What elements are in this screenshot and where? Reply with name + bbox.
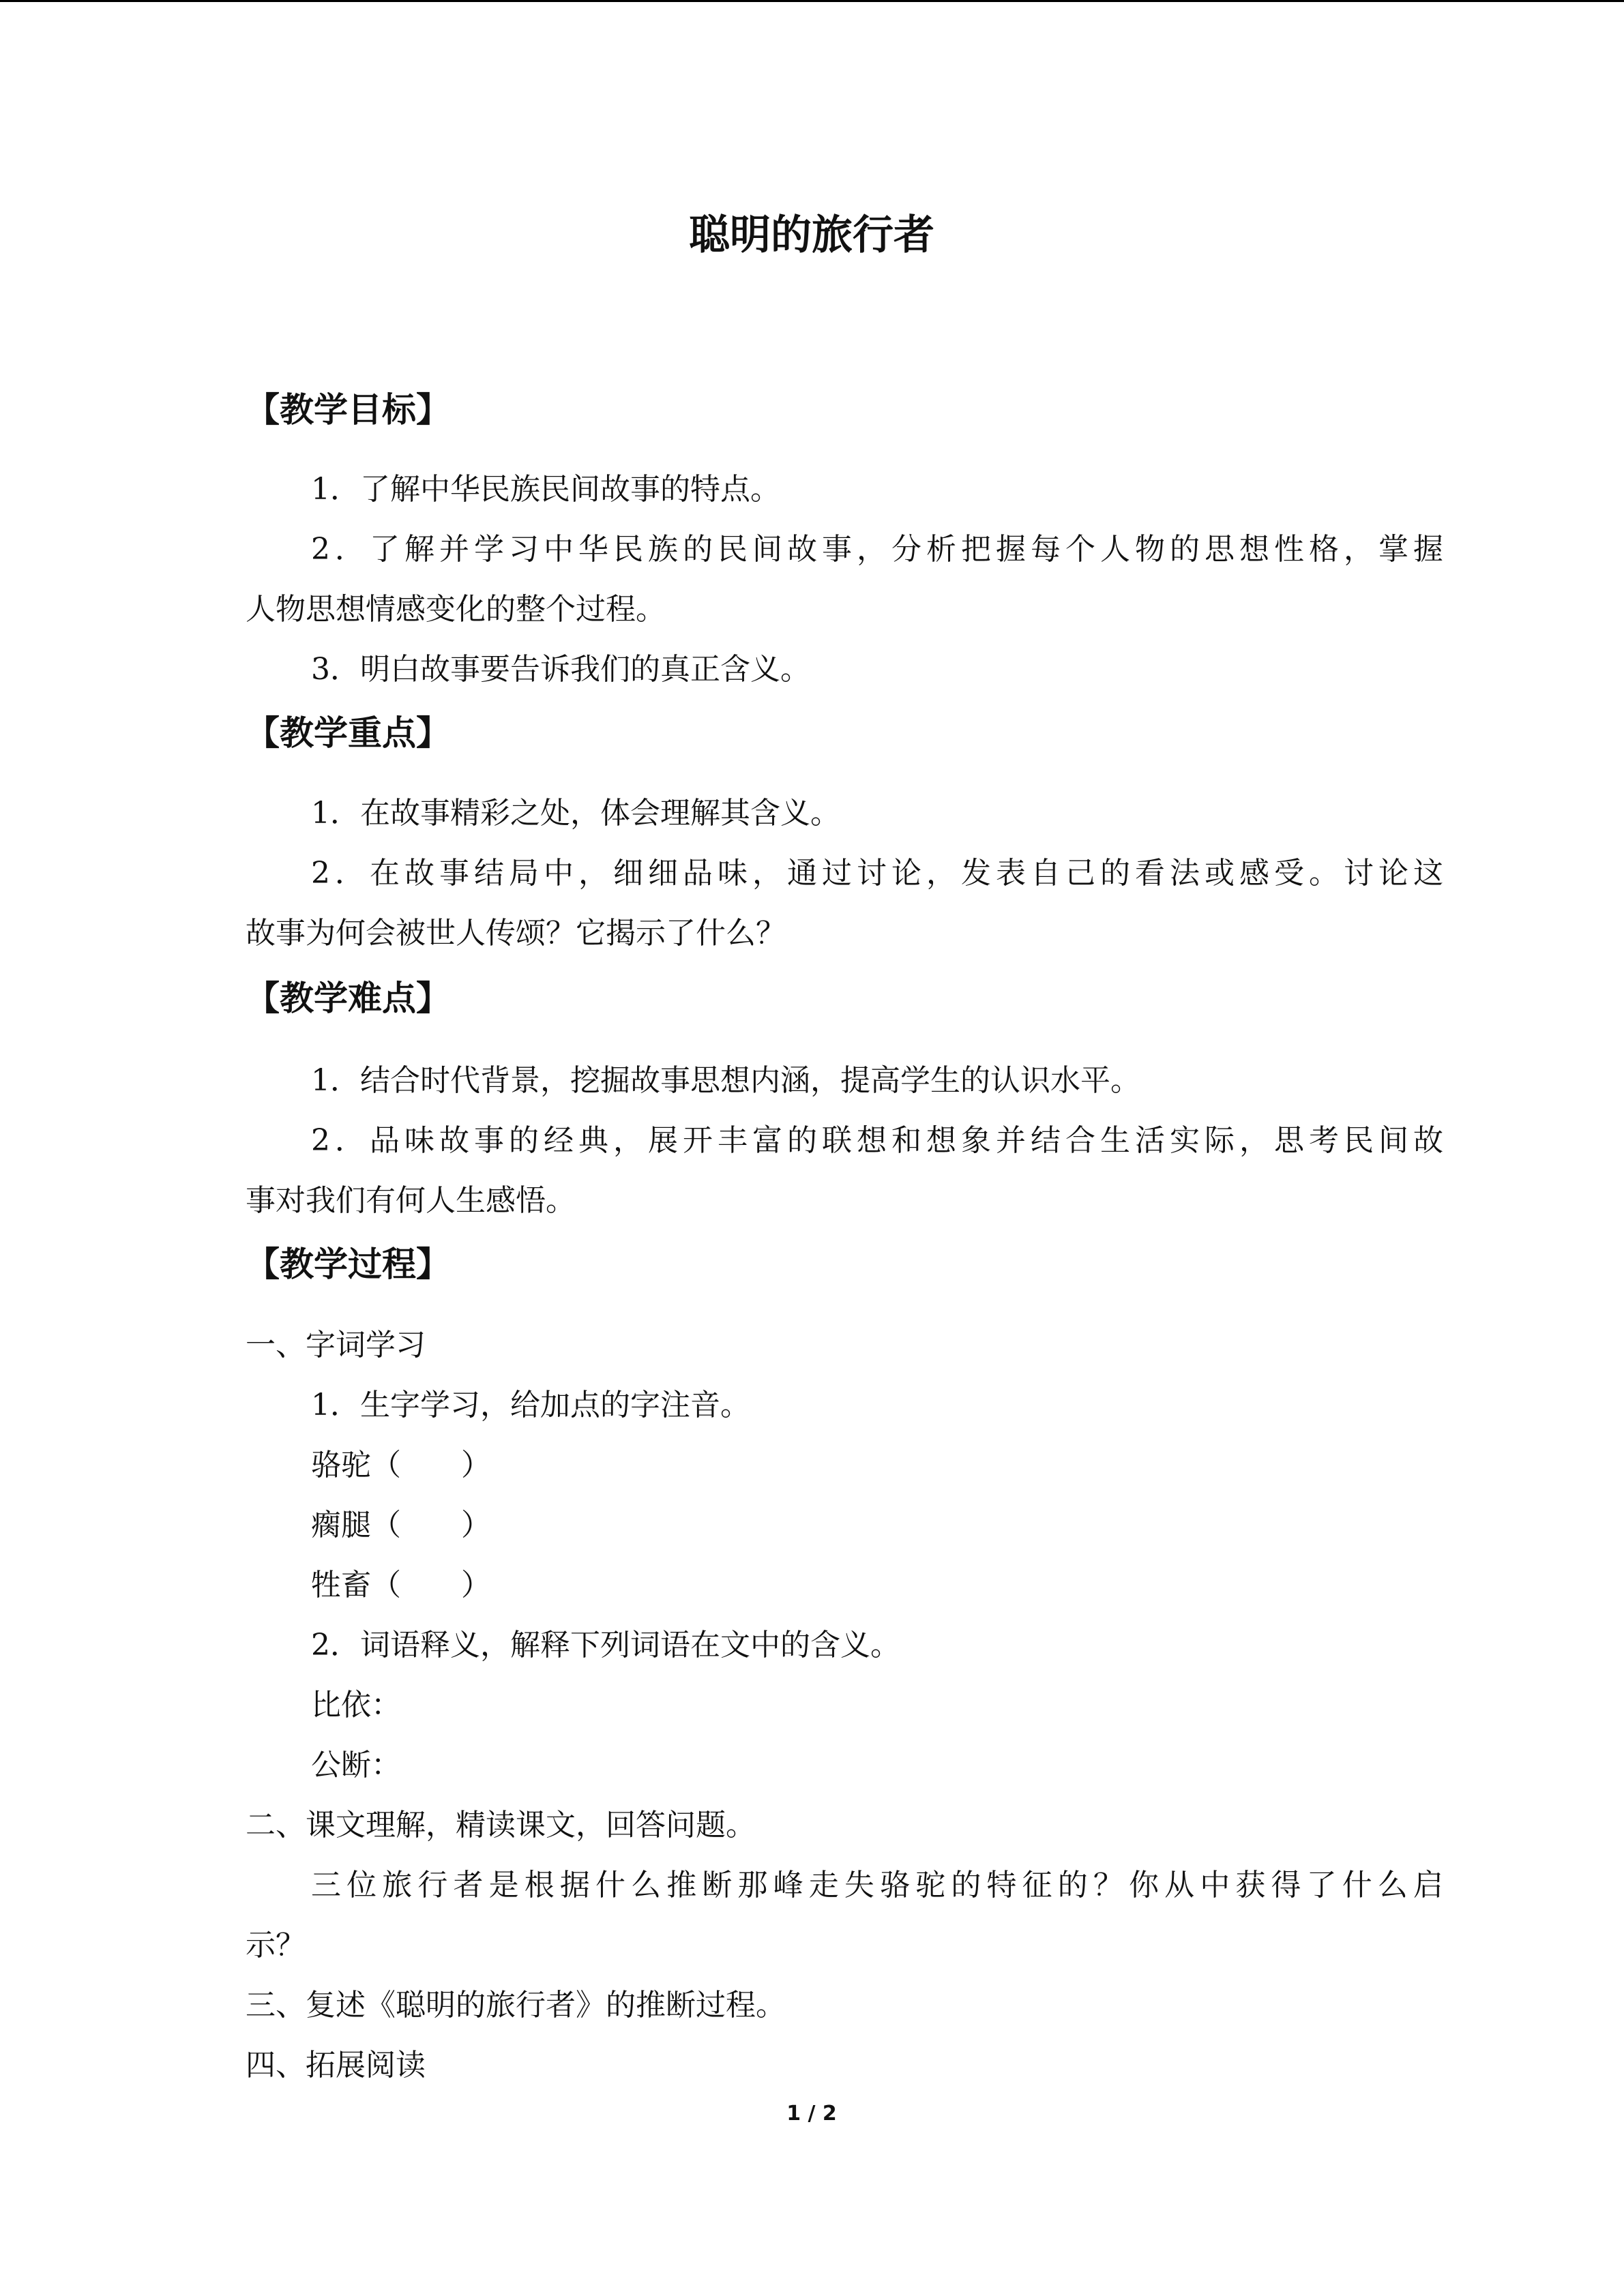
question-text-cont: 示？ — [246, 1928, 306, 1963]
heading-objectives: 【教学目标】 — [246, 390, 450, 430]
heading-difficulties: 【教学难点】 — [246, 979, 450, 1018]
word-item-1: 比依： — [311, 1688, 401, 1723]
pinyin-item-3: 牲畜（ ） — [311, 1568, 491, 1602]
process-item-2: 2．词语释义，解释下列词语在文中的含义。 — [311, 1628, 900, 1663]
difficulty-1: 1．结合时代背景，挖掘故事思想内涵，提高学生的认识水平。 — [311, 1063, 1140, 1098]
process-part-3: 三、复述《聪明的旅行者》的推断过程。 — [246, 1988, 786, 2023]
page-title: 聪明的旅行者 — [689, 211, 934, 259]
objective-3: 3．明白故事要告诉我们的真正含义。 — [311, 652, 810, 687]
page-number: 1 / 2 — [786, 2102, 837, 2126]
objective-1: 1．了解中华民族民间故事的特点。 — [311, 472, 780, 507]
pinyin-item-1: 骆驼（ ） — [311, 1448, 491, 1482]
process-part-1: 一、字词学习 — [246, 1328, 426, 1362]
heading-process: 【教学过程】 — [246, 1244, 450, 1284]
objective-2-cont: 人物思想情感变化的整个过程。 — [246, 592, 666, 627]
key-point-1: 1．在故事精彩之处，体会理解其含义。 — [311, 796, 840, 831]
process-part-2: 二、课文理解，精读课文，回答问题。 — [246, 1808, 756, 1843]
difficulty-2-cont: 事对我们有何人生感悟。 — [246, 1183, 576, 1218]
document-page — [246, 0, 1443, 2296]
pinyin-item-2: 瘸腿（ ） — [311, 1508, 491, 1542]
key-point-2-cont: 故事为何会被世人传颂？它揭示了什么？ — [246, 916, 786, 951]
word-item-2: 公断： — [311, 1748, 401, 1783]
objective-2: 2．了解并学习中华民族的民间故事，分析把握每个人物的思想性格，掌握 — [311, 532, 1443, 567]
key-point-2: 2．在故事结局中，细细品味，通过讨论，发表自己的看法或感受。讨论这 — [311, 856, 1443, 891]
difficulty-2: 2．品味故事的经典，展开丰富的联想和想象并结合生活实际，思考民间故 — [311, 1123, 1443, 1158]
process-part-4: 四、拓展阅读 — [246, 2048, 426, 2083]
question-text: 三位旅行者是根据什么推断那峰走失骆驼的特征的？你从中获得了什么启 — [311, 1868, 1443, 1903]
heading-key-points: 【教学重点】 — [246, 713, 450, 753]
process-item-1: 1．生字学习，给加点的字注音。 — [311, 1388, 750, 1422]
